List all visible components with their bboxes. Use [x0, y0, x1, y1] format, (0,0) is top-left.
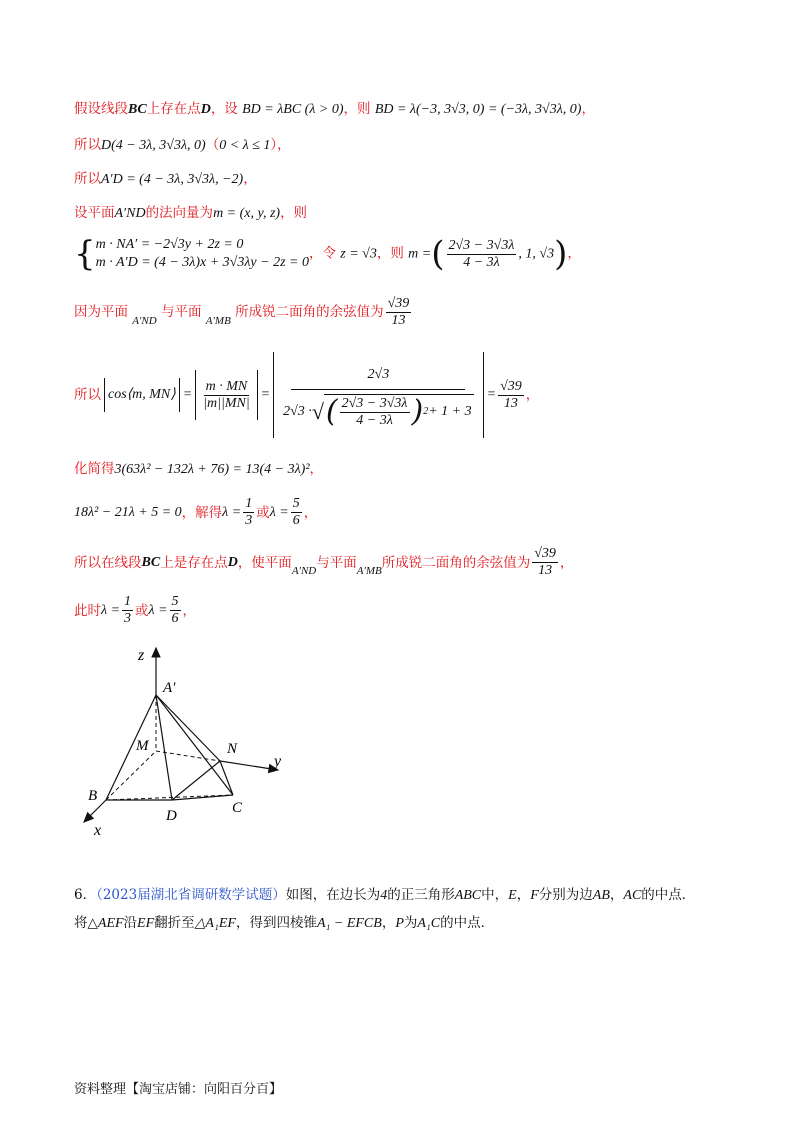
numerator: 5: [292, 496, 300, 511]
text: ，使平面: [237, 554, 292, 571]
denominator: 13: [503, 395, 518, 411]
edge-AC: [156, 695, 233, 795]
text: 将△: [74, 915, 98, 931]
text: 或: [135, 602, 149, 619]
text: AB: [592, 888, 610, 903]
text: 所以: [74, 137, 101, 153]
point-expression: D(4 − 3λ, 3√3λ, 0): [101, 138, 206, 153]
text: 所以: [74, 387, 101, 403]
text: ，: [525, 387, 540, 403]
denominator-part: + 1 + 3: [428, 404, 472, 419]
normal-vector: m = (x, y, z): [213, 206, 281, 221]
text: D: [200, 102, 211, 117]
edge-NC: [220, 761, 233, 795]
text: 分别为边: [538, 887, 593, 903]
paren-open: (: [325, 394, 338, 429]
vector-components: , 1, √3: [518, 246, 555, 262]
denominator: 6: [292, 513, 300, 528]
label-M: M: [136, 738, 149, 754]
label-y: y: [274, 753, 282, 770]
text: BC: [128, 102, 147, 117]
text: （: [205, 137, 220, 153]
y-axis: [220, 761, 278, 770]
denominator: 4 − 3λ: [356, 412, 393, 428]
edge-BM: [106, 751, 156, 800]
text: 中，: [481, 887, 509, 903]
edge-AD: [156, 695, 172, 800]
text: 假设线段: [74, 101, 128, 117]
solution-line-2: [74, 134, 291, 157]
text: A₁ − EFCB: [316, 916, 382, 931]
denominator: 6: [171, 611, 179, 626]
text: 所以: [74, 171, 101, 187]
numerator: m · MN: [205, 378, 248, 394]
edge-AN: [156, 695, 220, 761]
radicand: [324, 394, 474, 429]
text: 此时: [74, 602, 101, 619]
fraction: [170, 594, 181, 627]
fraction: [340, 396, 410, 429]
equation: 18λ² − 21λ + 5 = 0: [74, 504, 182, 520]
denominator: 13: [391, 313, 406, 328]
numerator: 2√3 − 3√3λ: [448, 237, 515, 253]
equation-row: m · NA′ = −2√3y + 2z = 0: [95, 237, 244, 252]
text: 所成锐二面角的余弦值为: [381, 554, 531, 571]
text: 设平面: [74, 205, 115, 221]
text: △A₁EF: [194, 916, 236, 931]
text: A₁C: [417, 916, 441, 931]
fraction: [243, 496, 254, 529]
text: ，设: [210, 101, 238, 117]
problem-6-line-2: [74, 912, 494, 935]
vector-label: m =: [408, 246, 432, 262]
abs-bar: [195, 370, 196, 420]
text: E: [508, 888, 517, 903]
exponent: 2: [423, 406, 429, 417]
abs-bar: [257, 370, 258, 420]
footer-note: 资料整理【淘宝店铺：向阳百分百】: [74, 1082, 283, 1097]
numerator: 1: [124, 594, 132, 609]
lambda-label: λ =: [269, 504, 289, 520]
text: ，: [609, 887, 624, 903]
text: BC: [141, 554, 161, 570]
numerator: √39: [387, 296, 410, 311]
denominator: 3: [245, 513, 253, 528]
plane-name: A′ND: [291, 564, 317, 577]
text: 与平面: [316, 554, 357, 571]
text: ），: [270, 137, 291, 153]
text: ，: [243, 171, 257, 187]
text: 如图，在边长为: [285, 887, 381, 903]
fraction: [122, 594, 133, 627]
label-C: C: [232, 800, 243, 816]
text: D: [227, 554, 238, 570]
denominator: 3: [124, 611, 132, 626]
numerator: 5: [171, 594, 179, 609]
vector-equation: BD = λBC (λ > 0): [242, 102, 344, 117]
denominator: [281, 390, 476, 429]
text: 沿: [123, 915, 138, 931]
solution-line-1: [74, 98, 595, 121]
abs-bar: [483, 352, 484, 438]
equation: 3(63λ² − 132λ + 76) = 13(4 − 3λ)²: [114, 462, 310, 477]
paren-close: ): [554, 234, 568, 274]
text: 翻折至: [154, 915, 195, 931]
fraction: [291, 496, 302, 529]
sqrt-sign: √: [311, 398, 324, 424]
edge-DC: [172, 795, 233, 800]
denominator: 4 − 3λ: [463, 254, 500, 270]
label-x: x: [94, 822, 102, 839]
numerator: √39: [500, 378, 522, 394]
text: ABC: [454, 888, 482, 903]
text: ，: [309, 461, 324, 477]
lambda-label: λ =: [101, 602, 121, 618]
text: 化简得: [74, 461, 115, 477]
text: 所以在线段: [74, 554, 142, 571]
plane-name: A′ND: [132, 315, 157, 327]
fraction: [498, 379, 524, 412]
cosine-expression: cos⟨m, MN⟩: [108, 387, 176, 402]
text: 的中点．: [641, 887, 696, 903]
vector-equation: BD = λ(−3, 3√3, 0) = (−3λ, 3√3λ, 0): [374, 102, 582, 117]
fraction: [532, 546, 558, 579]
numerator: 1: [245, 496, 253, 511]
abs-bar: [179, 378, 180, 412]
label-z: z: [138, 647, 145, 664]
denominator: 13: [538, 563, 553, 578]
text: 所成锐二面角的余弦值为: [235, 304, 384, 320]
text: 为: [403, 915, 418, 931]
text: 的法向量为: [145, 205, 214, 221]
solution-line-9: [74, 496, 317, 529]
solution-line-10: [74, 546, 573, 579]
abs-bar: [104, 378, 105, 412]
text: 的正三角形: [387, 887, 455, 903]
solution-line-3: [74, 168, 257, 191]
range-expression: 0 < λ ≤ 1: [219, 138, 271, 153]
text: 上存在点: [146, 101, 201, 117]
paren-open: (: [431, 234, 445, 274]
denominator-part: 2√3 ·: [283, 403, 312, 419]
edge-AB: [106, 695, 156, 800]
edge-DN: [172, 761, 220, 800]
pyramid-figure: [70, 640, 310, 850]
numerator: 2√3 − 3√3λ: [341, 395, 408, 411]
solution-line-7: [74, 350, 539, 440]
problem-number: 6．: [74, 887, 97, 903]
paren-close: ): [411, 394, 424, 429]
fraction: [201, 379, 252, 412]
numerator: √39: [534, 546, 556, 561]
label-N: N: [227, 741, 238, 757]
numerator: 2√3: [291, 361, 465, 390]
edge-BC: [106, 795, 233, 800]
text: ，令: [308, 245, 336, 262]
label-B: B: [88, 788, 98, 804]
text: ，: [581, 101, 595, 117]
equals: =: [182, 387, 193, 402]
text: 上是存在点: [160, 554, 228, 571]
text: 的中点．: [440, 915, 495, 931]
denominator: |m||MN|: [203, 395, 250, 411]
text: ，: [182, 602, 197, 619]
problem-6-line-1: [74, 884, 695, 907]
text: 或: [256, 504, 270, 521]
solution-line-6: [74, 296, 413, 329]
text: ，: [567, 245, 581, 262]
text: ，得到四棱锥: [235, 915, 317, 931]
abs-bar: [273, 352, 274, 438]
label-D: D: [166, 808, 177, 824]
text: ，解得: [181, 504, 223, 521]
text: ，: [303, 504, 318, 521]
text: AC: [623, 888, 642, 903]
solution-line-4: [74, 202, 307, 225]
text: 4: [380, 888, 388, 903]
text: EF: [137, 916, 155, 931]
text: F: [530, 888, 539, 903]
text: 与平面: [161, 304, 202, 320]
equals: =: [260, 387, 271, 402]
equation-row: m · A′D = (4 − 3λ)x + 3√3λy − 2z = 0: [95, 255, 309, 270]
plane-name: A′MB: [205, 315, 231, 327]
text: ，: [559, 554, 574, 571]
equals: =: [486, 387, 497, 402]
text: ，则: [343, 101, 371, 117]
text: ，则: [280, 205, 308, 221]
solution-line-5: [74, 236, 581, 272]
big-fraction: [281, 361, 476, 429]
text: AEF: [97, 916, 124, 931]
solution-line-8: [74, 458, 323, 481]
assignment: z = √3: [340, 246, 377, 262]
text: ，: [381, 915, 396, 931]
fraction: [386, 296, 412, 329]
lambda-label: λ =: [148, 602, 168, 618]
text: 因为平面: [74, 304, 128, 320]
lambda-label: λ =: [222, 504, 242, 520]
fraction: [447, 238, 517, 271]
solution-line-11: [74, 594, 196, 627]
label-A: A′: [163, 680, 176, 696]
text: P: [395, 916, 404, 931]
left-brace: {: [74, 234, 96, 274]
problem-source: （2023届湖北省调研数学试题）: [96, 887, 286, 903]
plane-name: A′ND: [114, 206, 146, 221]
plane-name: A′MB: [356, 564, 382, 577]
text: ，则: [376, 245, 404, 262]
equation-system: [96, 236, 309, 272]
text: ，: [516, 887, 531, 903]
vector-expression: A′D = (4 − 3λ, 3√3λ, −2): [101, 172, 244, 187]
